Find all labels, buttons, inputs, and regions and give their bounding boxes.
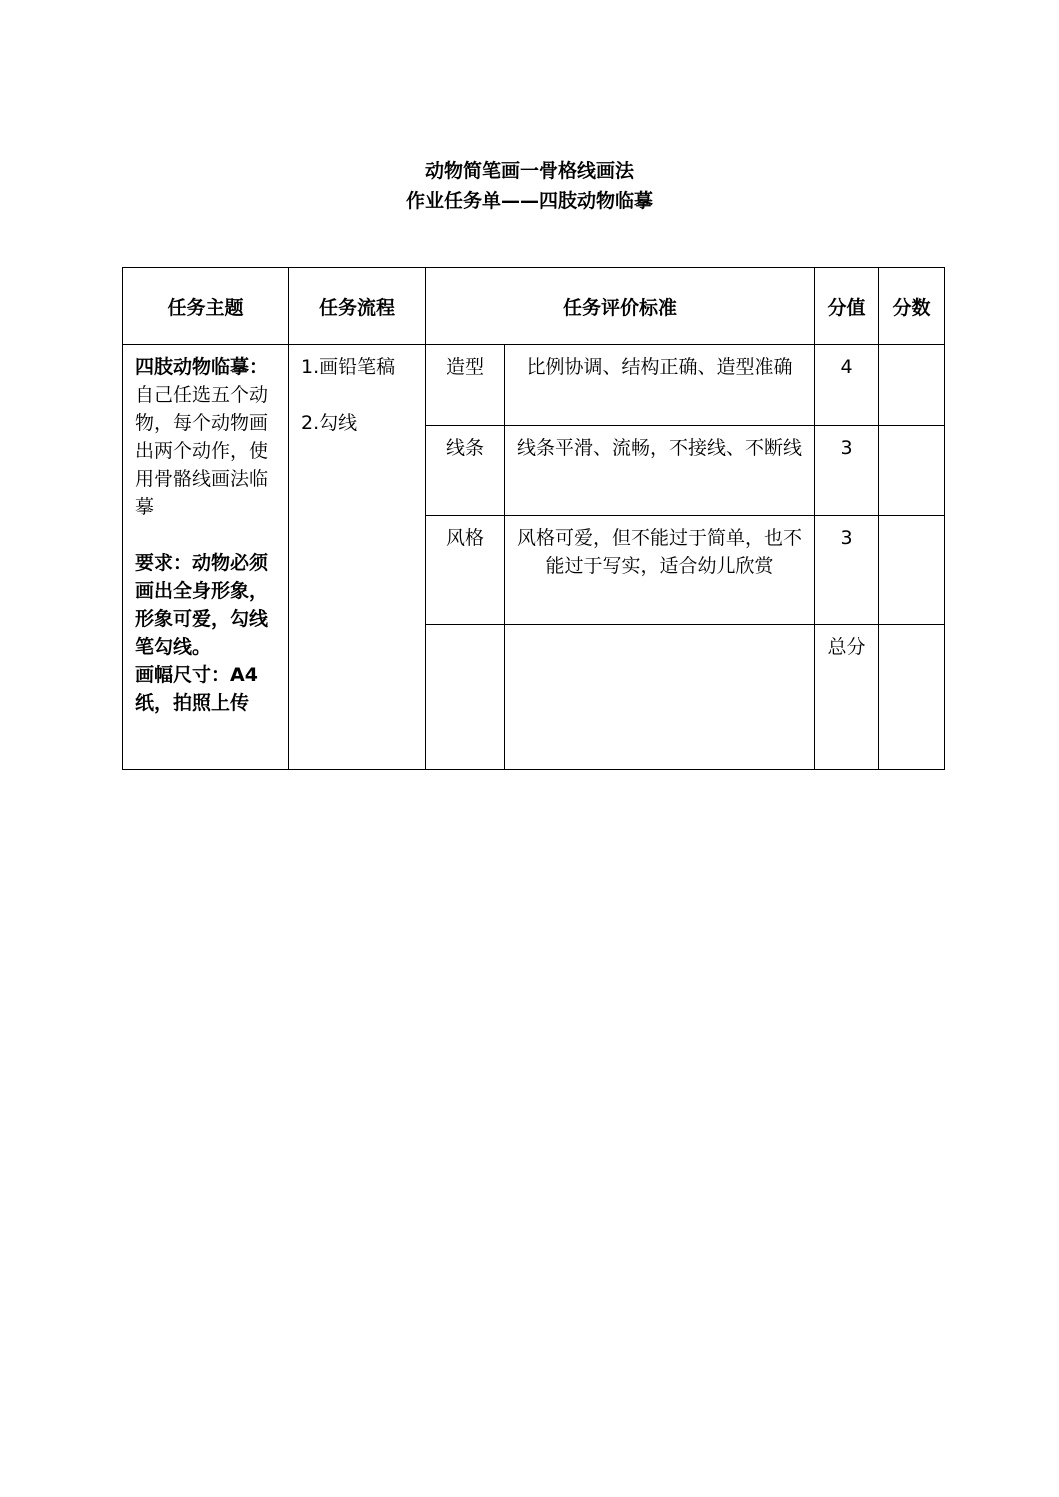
header-process: 任务流程 xyxy=(289,268,426,345)
process-cell xyxy=(289,345,426,770)
topic-requirement: 要求：动物必须画出全身形象，形象可爱，勾线笔勾线。 xyxy=(135,552,269,658)
criteria-points: 3 xyxy=(815,516,879,625)
table-header-row xyxy=(123,268,945,345)
title-line-1: 动物简笔画一骨格线画法 xyxy=(424,160,634,182)
criteria-score[interactable] xyxy=(879,345,945,426)
empty-cell xyxy=(426,625,505,770)
document-title xyxy=(0,156,1059,216)
criteria-description: 比例协调、结构正确、造型准确 xyxy=(505,345,815,426)
header-criteria: 任务评价标准 xyxy=(426,268,815,345)
header-points: 分值 xyxy=(815,268,879,345)
criteria-category: 风格 xyxy=(426,516,505,625)
criteria-description: 风格可爱，但不能过于简单，也不能过于写实，适合幼儿欣赏 xyxy=(505,516,815,625)
process-step-1: 1.画铅笔稿 xyxy=(301,356,396,378)
topic-body: 自己任选五个动物，每个动物画出两个动作，使用骨骼线画法临摹 xyxy=(135,384,269,518)
header-topic: 任务主题 xyxy=(123,268,289,345)
empty-cell xyxy=(505,625,815,770)
table-row xyxy=(123,345,945,426)
criteria-category: 造型 xyxy=(426,345,505,426)
criteria-description: 线条平滑、流畅，不接线、不断线 xyxy=(505,426,815,516)
criteria-score[interactable] xyxy=(879,516,945,625)
topic-cell xyxy=(123,345,289,770)
criteria-category: 线条 xyxy=(426,426,505,516)
total-label: 总分 xyxy=(815,625,879,770)
task-table xyxy=(122,267,945,770)
title-line-2: 作业任务单——四肢动物临摹 xyxy=(405,190,653,212)
header-score: 分数 xyxy=(879,268,945,345)
criteria-score[interactable] xyxy=(879,426,945,516)
criteria-points: 3 xyxy=(815,426,879,516)
topic-size: 画幅尺寸：A4纸，拍照上传 xyxy=(135,664,258,714)
process-step-2: 2.勾线 xyxy=(301,412,358,434)
criteria-points: 4 xyxy=(815,345,879,426)
total-score[interactable] xyxy=(879,625,945,770)
topic-heading: 四肢动物临摹： xyxy=(135,356,269,378)
